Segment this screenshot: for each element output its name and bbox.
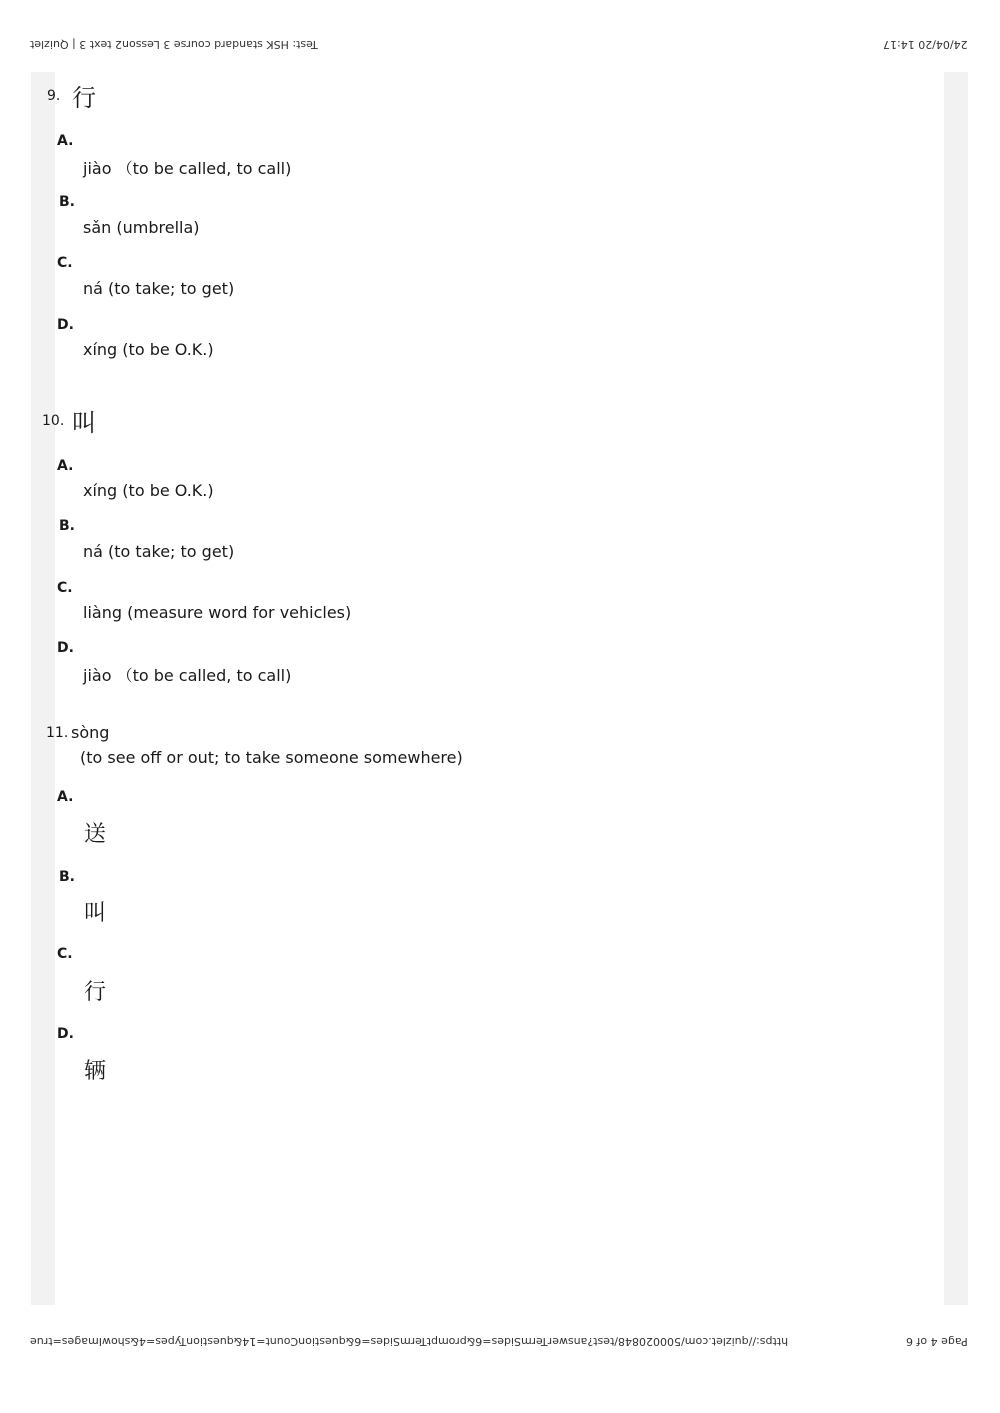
question-prompt: 叫 bbox=[72, 409, 96, 437]
option-text: ná (to take; to get) bbox=[83, 542, 235, 561]
option-text: liàng (measure word for vehicles) bbox=[83, 603, 352, 622]
option-text: 行 bbox=[84, 980, 107, 1005]
page-footer-url: https://quizlet.com/500020848/test?answerTermSides=6&promptTermSides=6&questionCount=14&questionTypes=4&showImages=true bbox=[30, 1335, 789, 1348]
option-letter: D. bbox=[57, 1026, 74, 1042]
option-text: ná (to take; to get) bbox=[83, 279, 235, 298]
page-header-datetime: 24/04/20 14:17 bbox=[883, 38, 968, 51]
option-text: jiào （to be called, to call) bbox=[83, 666, 292, 685]
page-header-title: Test: HSK standard course 3 Lesson2 text 3 | Quizlet bbox=[30, 38, 318, 51]
option-letter: D. bbox=[57, 317, 74, 333]
option-letter: C. bbox=[57, 255, 73, 271]
question-prompt-meaning: (to see off or out; to take someone somewhere) bbox=[80, 748, 463, 767]
left-margin-bar bbox=[31, 72, 55, 1305]
page-footer-page-number: Page 4 of 6 bbox=[906, 1335, 968, 1348]
option-text: xíng (to be O.K.) bbox=[83, 481, 214, 500]
option-letter: C. bbox=[57, 580, 73, 596]
option-text: 送 bbox=[84, 822, 107, 847]
option-letter: C. bbox=[57, 946, 73, 962]
option-text: sǎn (umbrella) bbox=[83, 218, 200, 237]
option-text: 叫 bbox=[84, 901, 107, 926]
question-number: 11. bbox=[46, 725, 69, 741]
question-number: 9. bbox=[47, 88, 61, 104]
option-letter: D. bbox=[57, 640, 74, 656]
option-letter: A. bbox=[57, 789, 74, 805]
option-letter: A. bbox=[57, 458, 74, 474]
option-letter: A. bbox=[57, 133, 74, 149]
question-prompt: 行 bbox=[72, 84, 96, 112]
option-text: xíng (to be O.K.) bbox=[83, 340, 214, 359]
option-letter: B. bbox=[59, 518, 75, 534]
option-text: 辆 bbox=[84, 1059, 107, 1084]
question-number: 10. bbox=[42, 413, 65, 429]
question-prompt-pinyin: sòng bbox=[71, 723, 110, 742]
right-margin-bar bbox=[944, 72, 968, 1305]
option-letter: B. bbox=[59, 194, 75, 210]
option-text: jiào （to be called, to call) bbox=[83, 159, 292, 178]
option-letter: B. bbox=[59, 869, 75, 885]
